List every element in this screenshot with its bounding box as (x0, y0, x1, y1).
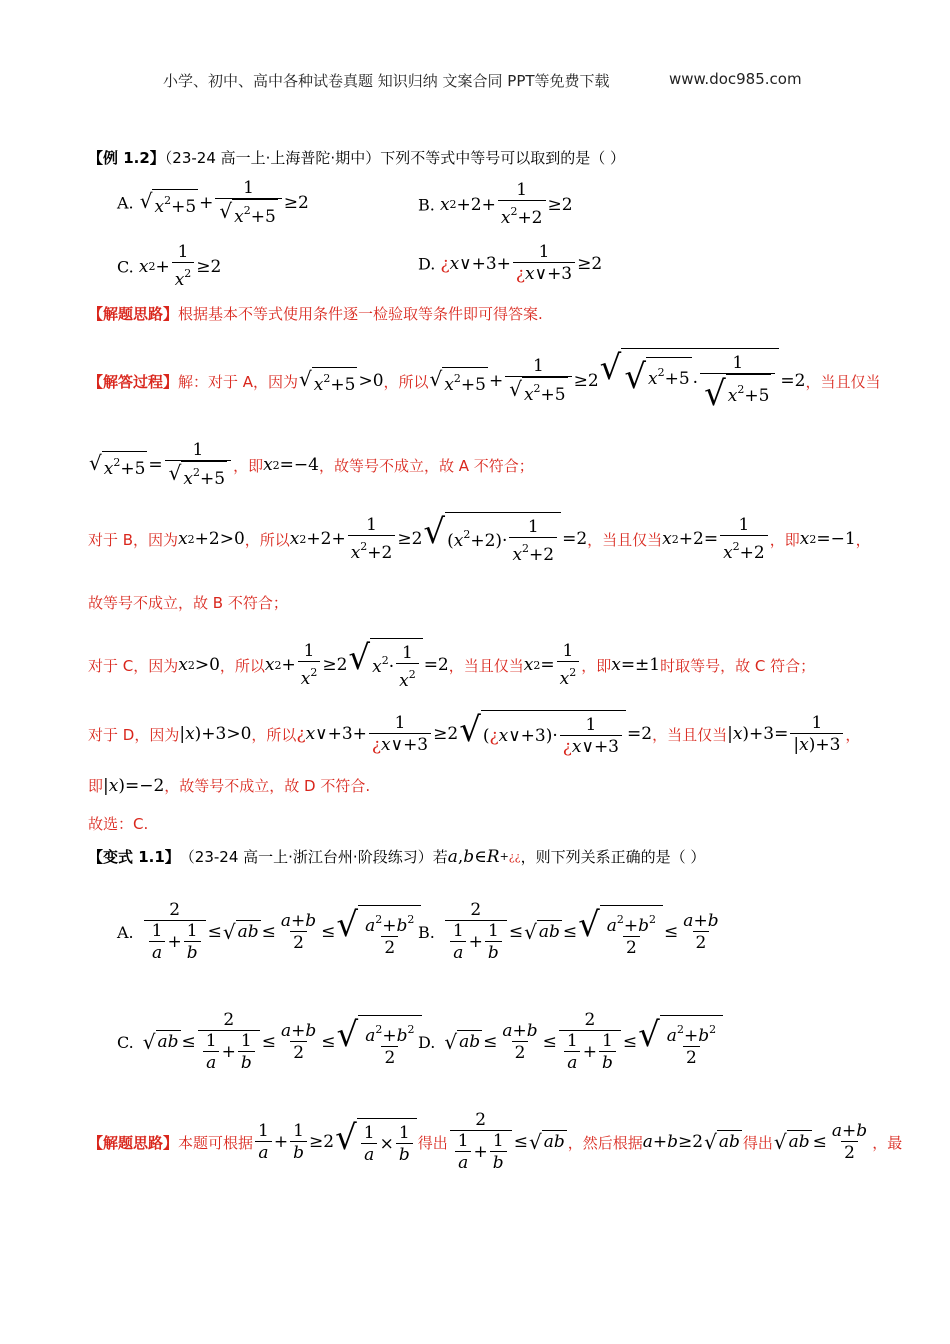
process-d-next: 即 (88, 777, 104, 795)
process-tag: 【解答过程】 (88, 372, 179, 391)
process-d-intro: 对于 D，因为 (88, 725, 180, 744)
process-a-intro: 解：对于 A，因为 (178, 372, 299, 391)
process-b-line1: 对于 B，因为 x 2 +2>0 ，所以 x 2 +2+ $\frac{1}{x^2+2}$ ≥2 √ $(x^2+2)\cdot$ $\frac{1}{x^2+2}$ =2 ，当且仅当 x 2 +2= $\frac{1}{x^2+2}$ ，即 x 2 =−1 ， (88, 512, 871, 565)
process-d-so: ，所以 (251, 725, 297, 744)
option-a-label: A. (117, 193, 134, 213)
process-c-result: x =±1 (611, 655, 661, 675)
option-a-formula: √ $x^2+5$ + 1 √ $x^2+5$ ≥2 (139, 178, 309, 227)
process-a-so: ，所以 (383, 372, 429, 391)
example-header (88, 147, 625, 168)
process-d-line1 (88, 710, 860, 758)
process-b-when: ，当且仅当 (587, 530, 663, 549)
process-a-cond: √ $x^2+5$ >0 (299, 366, 384, 395)
process-a-line2 (88, 440, 534, 490)
answer: 故选：C. (88, 815, 149, 833)
example-source: （23-24 高一上·上海普陀·期中） (164, 149, 381, 167)
process-c-ineq: x 2 + $\frac{1}{x^2}$ ≥2 √ $x^2\cdot$ $\frac{1}{x^2}$ =2 (264, 638, 449, 691)
variant-option-a-formula: 2 $\frac{1}{a}$ + $\frac{1}{b}$ ≤ √ ab ≤ $\frac{a+b}{2}$ ≤ √ $\frac{a^2+b^2}{2}$ (142, 900, 423, 964)
process-a-eq: √ $x^2+5$ = 1 √ $x^2+5$ (88, 440, 233, 490)
variant-source: （23-24 高一上·浙江台州·阶段练习） (179, 848, 433, 866)
thinking-1-text: 根据基本不等式使用条件逐一检验取等条件即可得答案. (178, 305, 543, 323)
option-b-label: B. (418, 195, 435, 215)
variant-question-pre: 若 (432, 848, 448, 866)
process-b-so: ，所以 (244, 530, 290, 549)
header-right: www.doc985.com (669, 70, 802, 88)
process-c-intro: 对于 C，因为 (88, 656, 179, 675)
option-d[interactable] (418, 242, 602, 285)
option-c-label: C. (117, 257, 134, 277)
thinking-1-tag: 【解题思路】 (88, 305, 179, 323)
thinking-2 (88, 1110, 902, 1174)
option-b-formula: x 2 +2+ $\frac{1}{x^2+2}$ ≥2 (439, 180, 573, 228)
option-d-label: D. (418, 254, 436, 274)
thinking-2-t1: 本题可根据 (178, 1133, 254, 1152)
variant-option-d-formula: √ ab ≤ $\frac{a+b}{2}$ ≤ 2 $\frac{1}{a}$ + $\frac{1}{b}$ ≤ √ $\frac{a^2+b^2}{2}$ (443, 1010, 724, 1074)
process-a-when: ，当且仅当 (805, 372, 881, 391)
process-b-intro: 对于 B，因为 (88, 530, 179, 549)
thinking-1 (88, 303, 543, 324)
process-d-end: ，故等号不成立，故 D 不符合. (164, 777, 371, 795)
thinking-2-f1: $\frac{1}{a}$ + $\frac{1}{b}$ ≥2 √ $\frac{1}{a}$ × $\frac{1}{b}$ (253, 1118, 418, 1166)
process-c-end: 时取等号，故 C 符合； (660, 656, 816, 675)
process-a-end: ，故等号不成立，故 A 不符合； (318, 456, 534, 475)
header-left: 小学、初中、高中各种试卷真题 知识归纳 文案合同 PPT等免费下载 (163, 72, 610, 90)
process-b-result: x 2 =−1 (799, 529, 856, 549)
process-d-when: ，当且仅当 (652, 725, 728, 744)
process-a-result: x 2 =−4 (263, 455, 319, 475)
thinking-2-t4: 得出 (742, 1133, 773, 1152)
variant-option-b-label: B. (418, 922, 435, 942)
variant-option-a[interactable] (117, 900, 422, 964)
option-a[interactable] (117, 178, 309, 228)
process-a-next: ，即 (233, 456, 264, 475)
process-c-cond: x 2 >0 (178, 655, 220, 675)
variant-option-a-label: A. (117, 922, 134, 942)
thinking-2-tag: 【解题思路】 (88, 1133, 179, 1152)
process-d-comma: ， (845, 725, 861, 744)
process-b-eq: x 2 +2= $\frac{1}{x^2+2}$ (662, 515, 770, 564)
variant-option-b-formula: 2 $\frac{1}{a}$ + $\frac{1}{b}$ ≤ √ ab ≤ √ $\frac{a^2+b^2}{2}$ ≤ $\frac{a+b}{2}$ (443, 900, 724, 964)
process-a-line1 (88, 348, 880, 414)
variant-condition: a , b ∈ R +¿¿ (447, 846, 521, 867)
process-d-cond: | x )+3>0 (179, 724, 252, 744)
option-b[interactable] (418, 180, 573, 229)
option-d-formula: ¿ x ∨+3+ $\frac{1}{¿x\vee+3}$ ≥2 (440, 242, 603, 284)
option-c-formula: x 2 + $\frac{1}{x^2}$ ≥2 (138, 242, 222, 290)
process-d-result: | x )=−2 (103, 775, 165, 796)
thinking-2-t2: 得出 (417, 1133, 448, 1152)
thinking-2-t3: ，然后根据 (567, 1133, 643, 1152)
option-c[interactable] (117, 242, 221, 291)
thinking-2-f2: 2 $\frac{1}{a}$ + $\frac{1}{b}$ ≤ √ ab (448, 1110, 568, 1174)
process-c-eq: x 2 = $\frac{1}{x^2}$ (524, 641, 581, 690)
variant-option-c[interactable] (117, 1010, 423, 1074)
process-c-next: ，即 (581, 656, 612, 675)
variant-option-d[interactable] (418, 1010, 724, 1074)
variant-tag: 【变式 1.1】 (88, 848, 180, 866)
thinking-2-t5: ，最 (872, 1133, 903, 1152)
process-b-ineq: x 2 +2+ $\frac{1}{x^2+2}$ ≥2 √ $(x^2+2)\cdot$ $\frac{1}{x^2+2}$ =2 (289, 512, 588, 565)
process-b-next: ，即 (769, 530, 800, 549)
process-d-line2 (88, 775, 370, 796)
process-c-line (88, 638, 815, 692)
example-tag: 【例 1.2】 (88, 149, 165, 167)
process-b-cond: x 2 +2>0 (178, 529, 245, 549)
process-b-line2: 故等号不成立，故 B 不符合； (88, 594, 288, 612)
thinking-2-f4: √ ab ≤ $\frac{a+b}{2}$ (773, 1120, 868, 1163)
example-question: 下列不等式中等号可以取到的是（ ） (380, 149, 625, 167)
process-a-ineq: √ $x^2+5$ + 1 √ $x^2+5$ ≥2 √ √ $x^2+5$ · 1 √ $x^2+5$ =2 (429, 348, 806, 414)
process-d-eq: | x )+3= $\frac{1}{|x)+3}$ (727, 713, 845, 756)
process-d-ineq: ¿ x ∨+3+ $\frac{1}{¿x\vee+3}$ ≥2 √ (¿x∨+3)· $\frac{1}{¿x\vee+3}$ =2 (296, 710, 653, 757)
variant-option-d-label: D. (418, 1032, 436, 1052)
process-c-when: ，当且仅当 (448, 656, 524, 675)
variant-header (88, 846, 705, 867)
variant-question-post: ，则下列关系正确的是（ ） (520, 848, 706, 866)
variant-option-c-label: C. (117, 1032, 134, 1052)
process-c-so: ，所以 (219, 656, 265, 675)
variant-option-c-formula: √ ab ≤ 2 $\frac{1}{a}$ + $\frac{1}{b}$ ≤ $\frac{a+b}{2}$ ≤ √ $\frac{a^2+b^2}{2}$ (142, 1010, 423, 1074)
variant-option-b[interactable] (418, 900, 724, 964)
thinking-2-f3: a + b ≥2 √ ab (642, 1130, 740, 1154)
